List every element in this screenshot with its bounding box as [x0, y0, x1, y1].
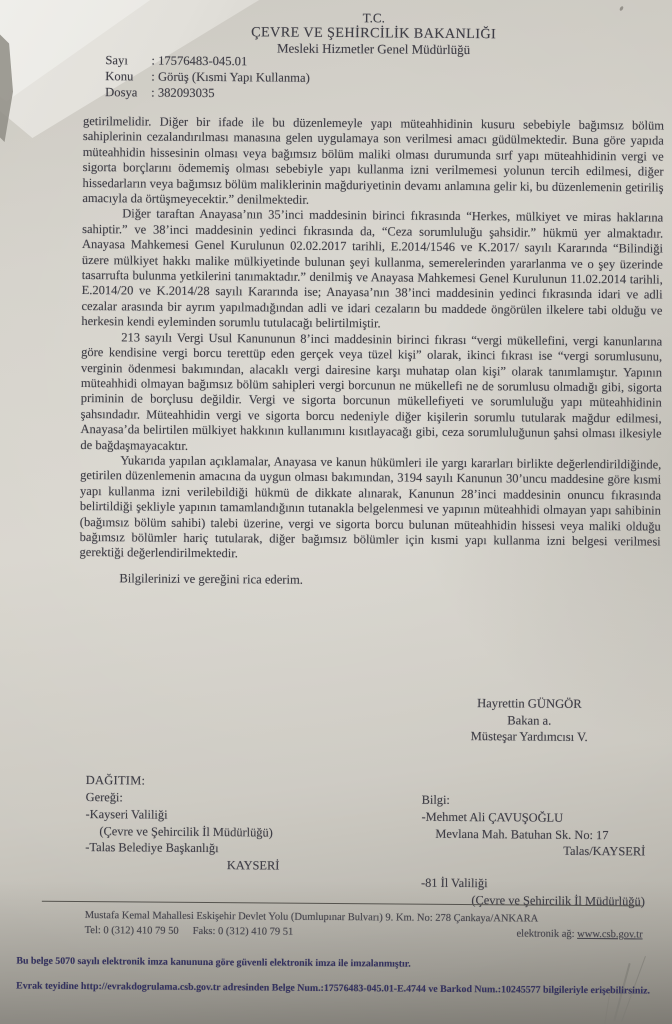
department-title: Mesleki Hizmetler Genel Müdürlüğü — [276, 40, 471, 58]
footer-web-link: www.csb.gov.tr — [577, 928, 643, 941]
paragraphs-container — [80, 114, 664, 565]
meta-value-dosya: : 382093035 — [151, 85, 215, 101]
meta-row-dosya — [105, 84, 310, 102]
distribution-item: KAYSERİ — [226, 857, 280, 873]
footer-web — [516, 926, 642, 942]
disclaimer-line-2: Evrak teyidine http://evrakdogrulama.csb.gov.tr adresinden Belge Num.:17576483-045.01-E.4744 ve Barkod Num.:10245577 bilgileriyle erişebilirsiniz. — [16, 980, 651, 997]
footer-phone — [85, 923, 308, 940]
distribution-item: Mevlana Mah. Batuhan Sk. No: 17 — [435, 826, 609, 842]
distribution-item: -Mehmet Ali ÇAVUŞOĞLU — [421, 809, 564, 825]
distribution-item: (Çevre ve Şehircilik İl Müdürlüğü) — [99, 823, 273, 840]
distribution-left-header: Gereği: — [85, 790, 123, 805]
distribution-section — [85, 772, 646, 910]
body-text — [79, 114, 664, 590]
distribution-gereği-column — [85, 789, 422, 908]
footer-address: Mustafa Kemal Mahallesi Eskişehir Devlet Yolu (Dumlupınar Bulvarı) 9. Km. No: 278 Çankaya/ANKARA — [84, 910, 539, 925]
distribution-columns — [85, 789, 646, 910]
disclaimer-line-1: Bu belge 5070 sayılı elektronik imza kanununa göre güvenli elektronik imza ile imzalanmıştır. — [16, 955, 411, 970]
letterhead — [83, 8, 663, 59]
footer-web-label: elektronik ağ: — [516, 928, 575, 940]
distribution-item: Talas/KAYSERİ — [563, 843, 646, 859]
footer-faks-value: Faks: 0 (312) 410 79 51 — [192, 925, 294, 938]
distribution-right-header: Bilgi: — [421, 792, 450, 807]
footer-tel-value: Tel: 0 (312) 410 79 50 — [84, 925, 179, 937]
signatory-title-1: Bakan a. — [507, 712, 552, 728]
paragraph: getirilmelidir. Diğer bir ifade ile bu düzenlemeyle yapı müteahhidinin kusuru sebebiyle bağımsız bölüm sahiplerinin cezalandırılması manasına gelen uygulamaya son verilmesi amacı güdülmektedir. Buna göre yapıda müteahhidin hissesinin olması veya bağımsız bölüm maliki olması durumunda sırf yapı müteahhidinin vergi ve sigorta borçlarını ödememiş olması sebebiyle yapı kullanma izni verilmemesi yolunun tercih edilmesi, diğer hissedarların veya bağımsız bölüm maliklerinin mağduriyetinin devamı anlamına gelir ki, bu düzenlemenin getiriliş amacıyla da örtüşmeyecektir.” denilmektedir. — [82, 114, 665, 207]
meta-label-dosya: Dosya — [105, 85, 138, 100]
meta-value-konu: : Görüş (Kısmi Yapı Kullanma) — [151, 69, 310, 85]
paragraph: Yukarıda yapılan açıklamalar, Anayasa ve kanun hükümleri ile yargı kararları birlikte değerlendirildiğinde, getirilen düzenlemenin amacına da uygun olması bakımından, 3194 sayılı Kanunun 30’uncu maddesine göre kısmi yapı kullanma izni verilebildiği hükmü de dikkate alınarak, Kanunun 28’inci maddesinin onuncu fıkrasında belirtildiği şekliyle yapının tamamlandığının tutanakla belgelenmesi ve yapının müteahhidi olmayan yapı sahibinin (bağımsız bölüm sahibi) talebi üzerine, vergi ve sigorta borcu bulunan müteahhidin hissesi veya maliki olduğu bağımsız bölümler hariç tutularak, diğer bağımsız bölümler için kısmi yapı kullanma izni belgesi verilmesi gerektiği değerlendirilmektedir. — [79, 453, 662, 561]
meta-value-sayi: : 17576483-045.01 — [151, 53, 248, 69]
paragraph: 213 sayılı Vergi Usul Kanununun 8’inci maddesinin birinci fıkrası “vergi mükellefini, vergi kanunlarına göre kendisine vergi borcu terettüp eden gerçek veya tüzel kişi” olarak, ikinci fıkrası ise “vergi sorumlusunu, verginin ödenmesi bakımından, alacaklı vergi dairesine karşı muhatap olan kişi” olarak tanımlamıştır. Yapının müteahhidi olmayan bağımsız bölüm sahipleri vergi borcunun ne mükellefi ne de sorumlusu olmadığı gibi, sigorta priminin de borçlusu değildir. Vergi ve sigorta borcunun mükellefiyeti ve sorumluluğu yapı müteahhidinin şahsındadır. Müteahhidin vergi ve sigorta borcu nedeniyle diğer kişilerin sorumlu tutularak mağdur edilmesi, Anayasa’da belirtilen mülkiyet hakkının kullanımını kısıtlayacağı gibi, ceza sorumluluğunun şahsi olması ilkesiyle de bağdaşmayacaktır. — [80, 330, 663, 453]
closing-line: Bilgilerinizi ve gereğini rica ederim. — [119, 571, 304, 587]
signatory-name: Hayrettin GÜNGÖR — [477, 696, 582, 711]
paragraph: Diğer taraftan Anayasa’nın 35’inci maddesinin birinci fıkrasında “Herkes, mülkiyet ve miras haklarına sahiptir.” ve 38’inci maddesinin yedinci fıkrasında da, “Ceza sorumluluğu şahsidir.” hükmü yer almaktadır. Anayasa Mahkemesi Genel Kurulunun 02.02.2017 tarihli, E.2014/1546 ve K.2017/ sayılı Kararında “Bilindiği üzere mülkiyet hakkı malike mülkiyetinde bulunan şeyi kullanma, semerelerinden yararlanma ve o şey üzerinde tasarrufta bulunma yetkilerini tanımaktadır.” denilmiş ve Anayasa Mahkemesi Genel Kurulunun 11.02.2014 tarihli, E.2014/20 ve K.2014/28 sayılı Kararında ise; Anayasa’nın 38’inci maddesinin yedinci fıkrasında idari ve adli cezalar arasında bir ayrım yapılmadığından adli ve idari cezaların bu maddede öngörülen ilkelere tabi olduğu ve herkesin kendi eyleminden sorumlu tutulacağı belirtilmiştir. — [81, 206, 664, 331]
distribution-right-list — [421, 809, 646, 910]
meta-label-konu: Konu — [105, 69, 134, 84]
document-meta — [105, 52, 310, 102]
distribution-title: DAĞITIM: — [85, 773, 146, 788]
meta-label-sayi: Sayı — [105, 53, 128, 68]
distribution-item: -Kayseri Valiliği — [85, 807, 168, 822]
distribution-left-list — [85, 806, 422, 875]
distribution-item — [421, 858, 645, 876]
distribution-item: -81 İl Valiliği — [420, 876, 488, 891]
meta-row-konu — [105, 68, 310, 86]
distribution-item: (Çevre ve Şehircilik İl Müdürlüğü) — [471, 893, 645, 909]
footer — [42, 901, 643, 943]
ministry-title: ÇEVRE VE ŞEHİRCİLİK BAKANLIĞI — [251, 23, 497, 42]
republic-title: T.C. — [362, 10, 385, 26]
e-signature-disclaimers — [16, 956, 656, 998]
signature-block — [422, 695, 636, 746]
distribution-item: -Talas Belediye Başkanlığı — [85, 840, 219, 856]
distribution-bilgi-column — [421, 792, 646, 910]
signatory-title-2: Müsteşar Yardımcısı V. — [470, 729, 588, 745]
meta-row-sayi — [105, 52, 310, 70]
